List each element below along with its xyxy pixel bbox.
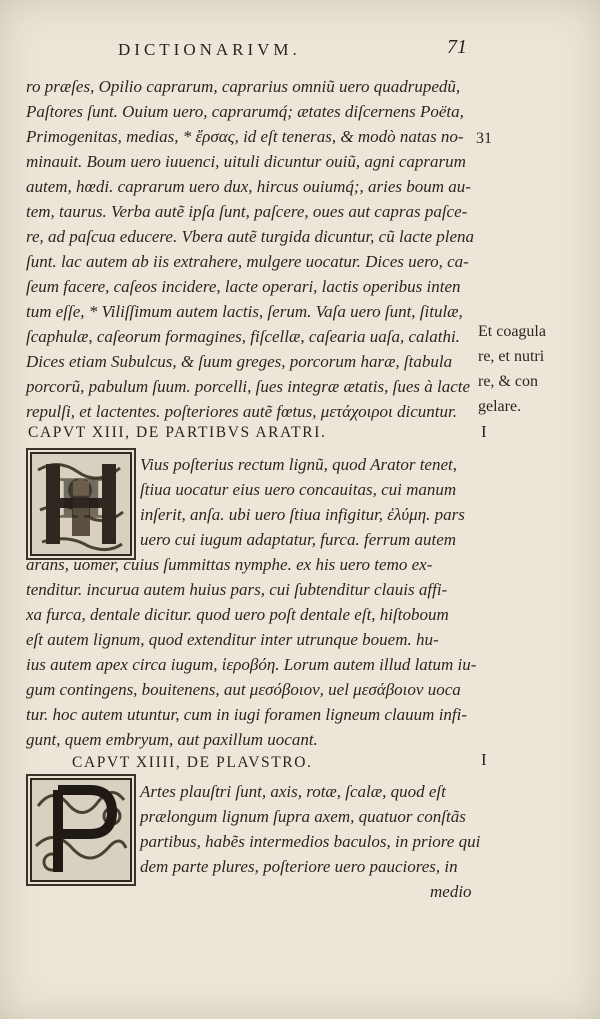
text-line: gunt, quem embryum, aut paxillum uocant.	[26, 730, 318, 749]
text-line: Vius poſterius rectum lignũ, quod Arator tenet,	[140, 455, 457, 474]
margin-note: gelare.	[478, 398, 522, 415]
catchword: medio	[430, 882, 472, 901]
section-number: I	[481, 750, 487, 769]
text-line: tem, taurus. Verba autẽ ipſa ſunt, paſcere, oues aut capras paſce-	[26, 202, 468, 221]
page-number: 71	[447, 36, 467, 58]
margin-line-number: 31	[476, 130, 492, 147]
text-line: minauit. Boum uero iuuenci, uituli dicuntur ouiũ, agni caprarum	[26, 152, 466, 171]
decorated-initial	[26, 448, 136, 560]
text-line: Paſtores ſunt. Ouium uero, caprarumq́; ætates diſcernens Poëta,	[26, 102, 464, 121]
text-line: ſtiua uocatur eius uero concauitas, cui manum	[140, 480, 457, 499]
text-line: uero cui iugum adaptatur, furca. ferrum autem	[140, 530, 457, 549]
text-line: prælongum lignum ſupra axem, quatuor conſtãs	[140, 807, 466, 826]
text-line: inſerit, anſa. ubi uero ſtiua infigitur, ἐλύμη. pars	[140, 505, 465, 524]
text-line: tum eſſe, * Viliſſimum autem lactis, ſerum. Vaſa uero ſunt, ſitulæ,	[26, 302, 463, 321]
section-number: I	[481, 422, 487, 441]
text-line: repulſi, et lactentes. poſteriores autẽ fœtus, μετάχοιροι dicuntur.	[26, 402, 457, 421]
text-line: re, ad paſcua educere. Vbera autẽ turgida dicuntur, cũ lacte plena	[26, 227, 475, 246]
text-line: ro præſes, Opilio caprarum, caprarius omniũ uero quadrupedũ,	[26, 77, 461, 96]
text-line: Artes plauſtri ſunt, axis, rotæ, ſcalæ, quod eſt	[140, 782, 446, 801]
running-head: DICTIONARIVM.	[118, 40, 301, 59]
margin-note: re, et nutri	[478, 348, 545, 365]
text-line: tur. hoc autem utuntur, cum in iugi foramen ligneum clauum infi-	[26, 705, 468, 724]
initial-letter: H	[57, 465, 105, 531]
text-line: porcorũ, pabulum ſuum. porcelli, ſues integræ ætatis, ſues à lacte	[26, 377, 471, 396]
text-line: dem parte plures, poſteriore uero pauciores, in	[140, 857, 458, 876]
text-line: Dices etiam Subulcus, & ſuum greges, porcorum haræ, ſtabula	[26, 352, 453, 371]
text-line: arans, uomer, cuius ſummittas nymphe. ex his uero temo ex-	[26, 555, 433, 574]
woodcut-initial-p-icon	[28, 776, 134, 884]
woodcut-initial-h-icon	[28, 450, 134, 558]
text-line: autem, hœdi. caprarum uero dux, hircus ouiumq́;, aries boum au-	[26, 177, 471, 196]
text-line: partibus, habẽs intermedios baculos, in priore qui	[140, 832, 481, 851]
text-line: xa furca, dentale dicitur. quod uero poſt dentale eſt, hiſtoboum	[26, 605, 449, 624]
text-line: eſt autem lignum, quod extenditur inter utrunque bouem. hu-	[26, 630, 439, 649]
text-line: ſcaphulæ, caſeorum formagines, fiſcellæ, caſearia uaſa, calathi.	[26, 327, 460, 346]
text-line: gum contingens, bouitenens, aut μεσόβοιον, uel μεσάβοιον uoca	[26, 680, 461, 699]
page-header	[0, 36, 600, 66]
margin-note: re, & con	[478, 373, 538, 390]
text-line: ſunt. lac autem ab iis extrahere, mulgere uocatur. Dices uero, ca-	[26, 252, 469, 271]
text-line: ius autem apex circa iugum, ἱεροβόη. Lorum autem illud latum iu-	[26, 655, 477, 674]
chapter-heading: CAPVT XIII, DE PARTIBVS ARATRI.	[28, 424, 327, 441]
margin-note: Et coagula	[478, 323, 546, 340]
text-line: ſeum facere, caſeos incidere, lacte operari, lactis operibus inten	[26, 277, 461, 296]
chapter-heading: CAPVT XIIII, DE PLAVSTRO.	[72, 754, 313, 771]
decorated-initial	[26, 774, 136, 886]
text-line: tenditur. incurua autem huius pars, cui ſubtenditur clauis affi-	[26, 580, 448, 599]
text-line: Primogenitas, medias, * ἕρσας, id eſt teneras, & modò natas no-	[26, 127, 464, 146]
